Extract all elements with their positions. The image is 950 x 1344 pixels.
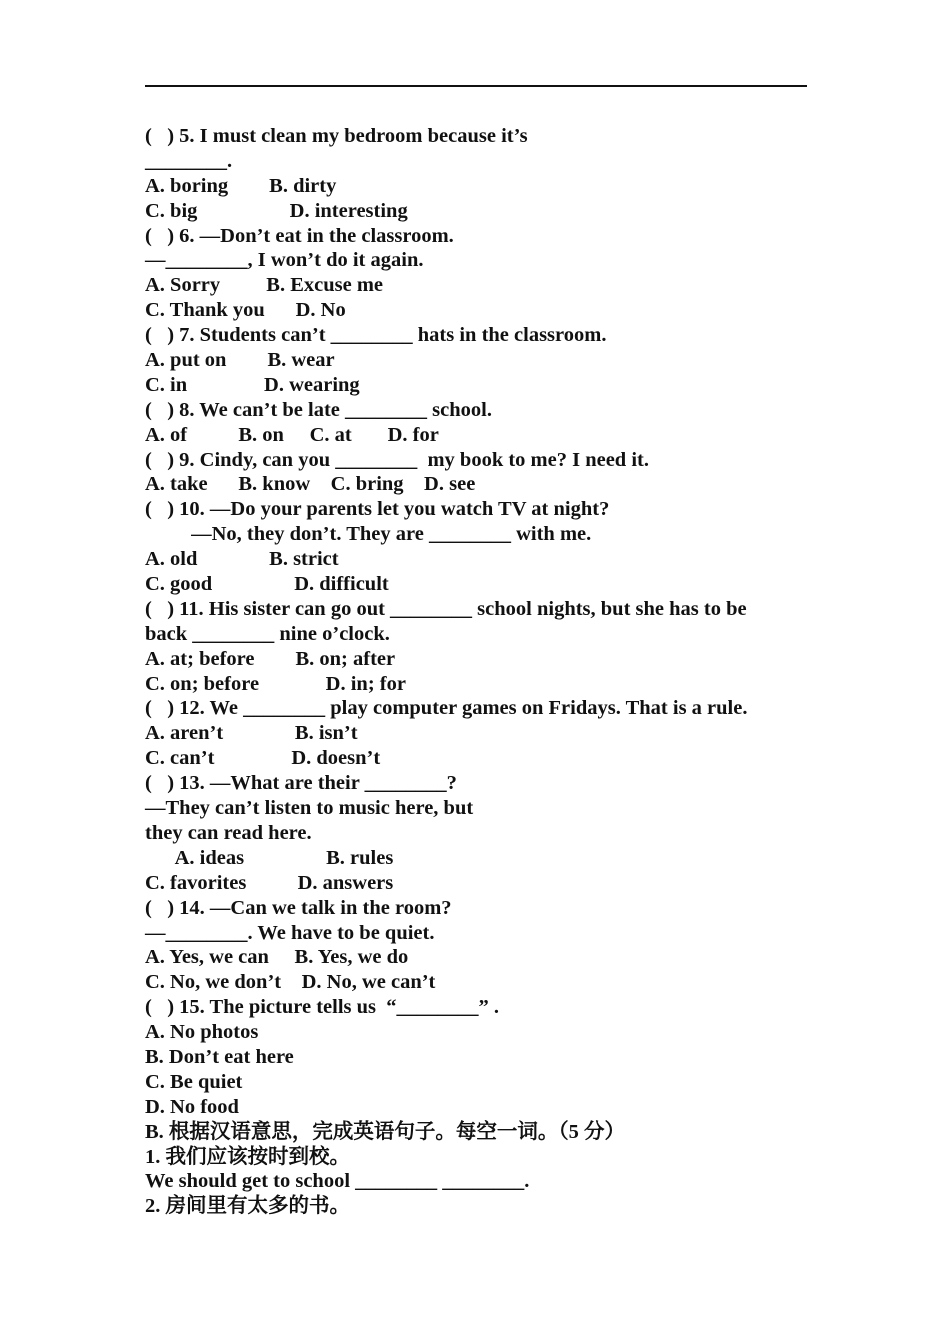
question-12-options-ab: A. aren’t B. isn’t [145,722,358,745]
question-13-stem: ( ) 13. —What are their ________? [145,772,457,795]
question-11-options-cd: C. on; before D. in; for [145,672,406,695]
question-9-options: A. take B. know C. bring D. see [145,473,476,496]
question-6-reply: —________, I won’t do it again. [145,249,424,272]
question-14-options-ab: A. Yes, we can B. Yes, we do [145,946,409,969]
question-12-stem: ( ) 12. We ________ play computer games on Fridays. That is a rule. [145,697,748,720]
question-15-option-b: B. Don’t eat here [145,1045,294,1068]
question-8-options: A. of B. on C. at D. for [145,423,439,446]
question-6-options-ab: A. Sorry B. Excuse me [145,274,384,297]
question-11-options-ab: A. at; before B. on; after [145,647,396,670]
question-7-stem: ( ) 7. Students can’t ________ hats in the classroom. [145,324,607,347]
question-14-options-cd: C. No, we don’t D. No, we can’t [145,971,436,994]
question-13-options-ab: A. ideas B. rules [145,846,394,869]
question-6-options-cd: C. Thank you D. No [145,299,346,322]
question-5-stem: ( ) 5. I must clean my bedroom because it’s [145,125,528,147]
question-8-stem: ( ) 8. We can’t be late ________ school. [145,398,492,421]
question-15-option-c: C. Be quiet [145,1070,243,1093]
translation-1-chinese: 1. 我们应该按时到校。 [145,1145,350,1168]
question-9-stem: ( ) 9. Cindy, can you ________ my book to me? I need it. [145,448,649,471]
section-b-heading: B. 根据汉语意思，完成英语句子。每空一词。（5 分） [145,1120,626,1143]
question-15-option-a: A. No photos [145,1021,259,1044]
question-5-blank: ________. [145,149,233,172]
translation-1-english: We should get to school ________ ________. [145,1170,530,1193]
question-10-options-cd: C. good D. difficult [145,573,389,596]
question-13-options-cd: C. favorites D. answers [145,871,394,894]
question-6-stem: ( ) 6. —Don’t eat in the classroom. [145,224,454,247]
question-13-reply: —They can’t listen to music here, but [145,797,474,820]
question-11-stem: ( ) 11. His sister can go out ________ school nights, but she has to be [145,597,747,620]
worksheet-content [145,124,810,1219]
question-10-options-ab: A. old B. strict [145,548,339,571]
question-10-reply: —No, they don’t. They are ________ with me. [145,523,592,546]
question-7-options-cd: C. in D. wearing [145,373,360,396]
question-15-stem: ( ) 15. The picture tells us “________” . [145,996,500,1019]
question-15-option-d: D. No food [145,1095,239,1118]
question-5-options-ab: A. boring B. dirty [145,174,337,197]
question-11-stem-cont: back ________ nine o’clock. [145,622,390,645]
translation-2-chinese: 2. 房间里有太多的书。 [145,1195,350,1218]
question-12-options-cd: C. can’t D. doesn’t [145,747,381,770]
question-7-options-ab: A. put on B. wear [145,349,335,372]
question-5-options-cd: C. big D. interesting [145,199,408,222]
top-divider-line [145,85,807,87]
question-10-stem: ( ) 10. —Do your parents let you watch TV at night? [145,498,610,521]
question-13-reply-cont: they can read here. [145,821,312,844]
question-14-stem: ( ) 14. —Can we talk in the room? [145,896,452,919]
question-14-reply: —________. We have to be quiet. [145,921,435,944]
